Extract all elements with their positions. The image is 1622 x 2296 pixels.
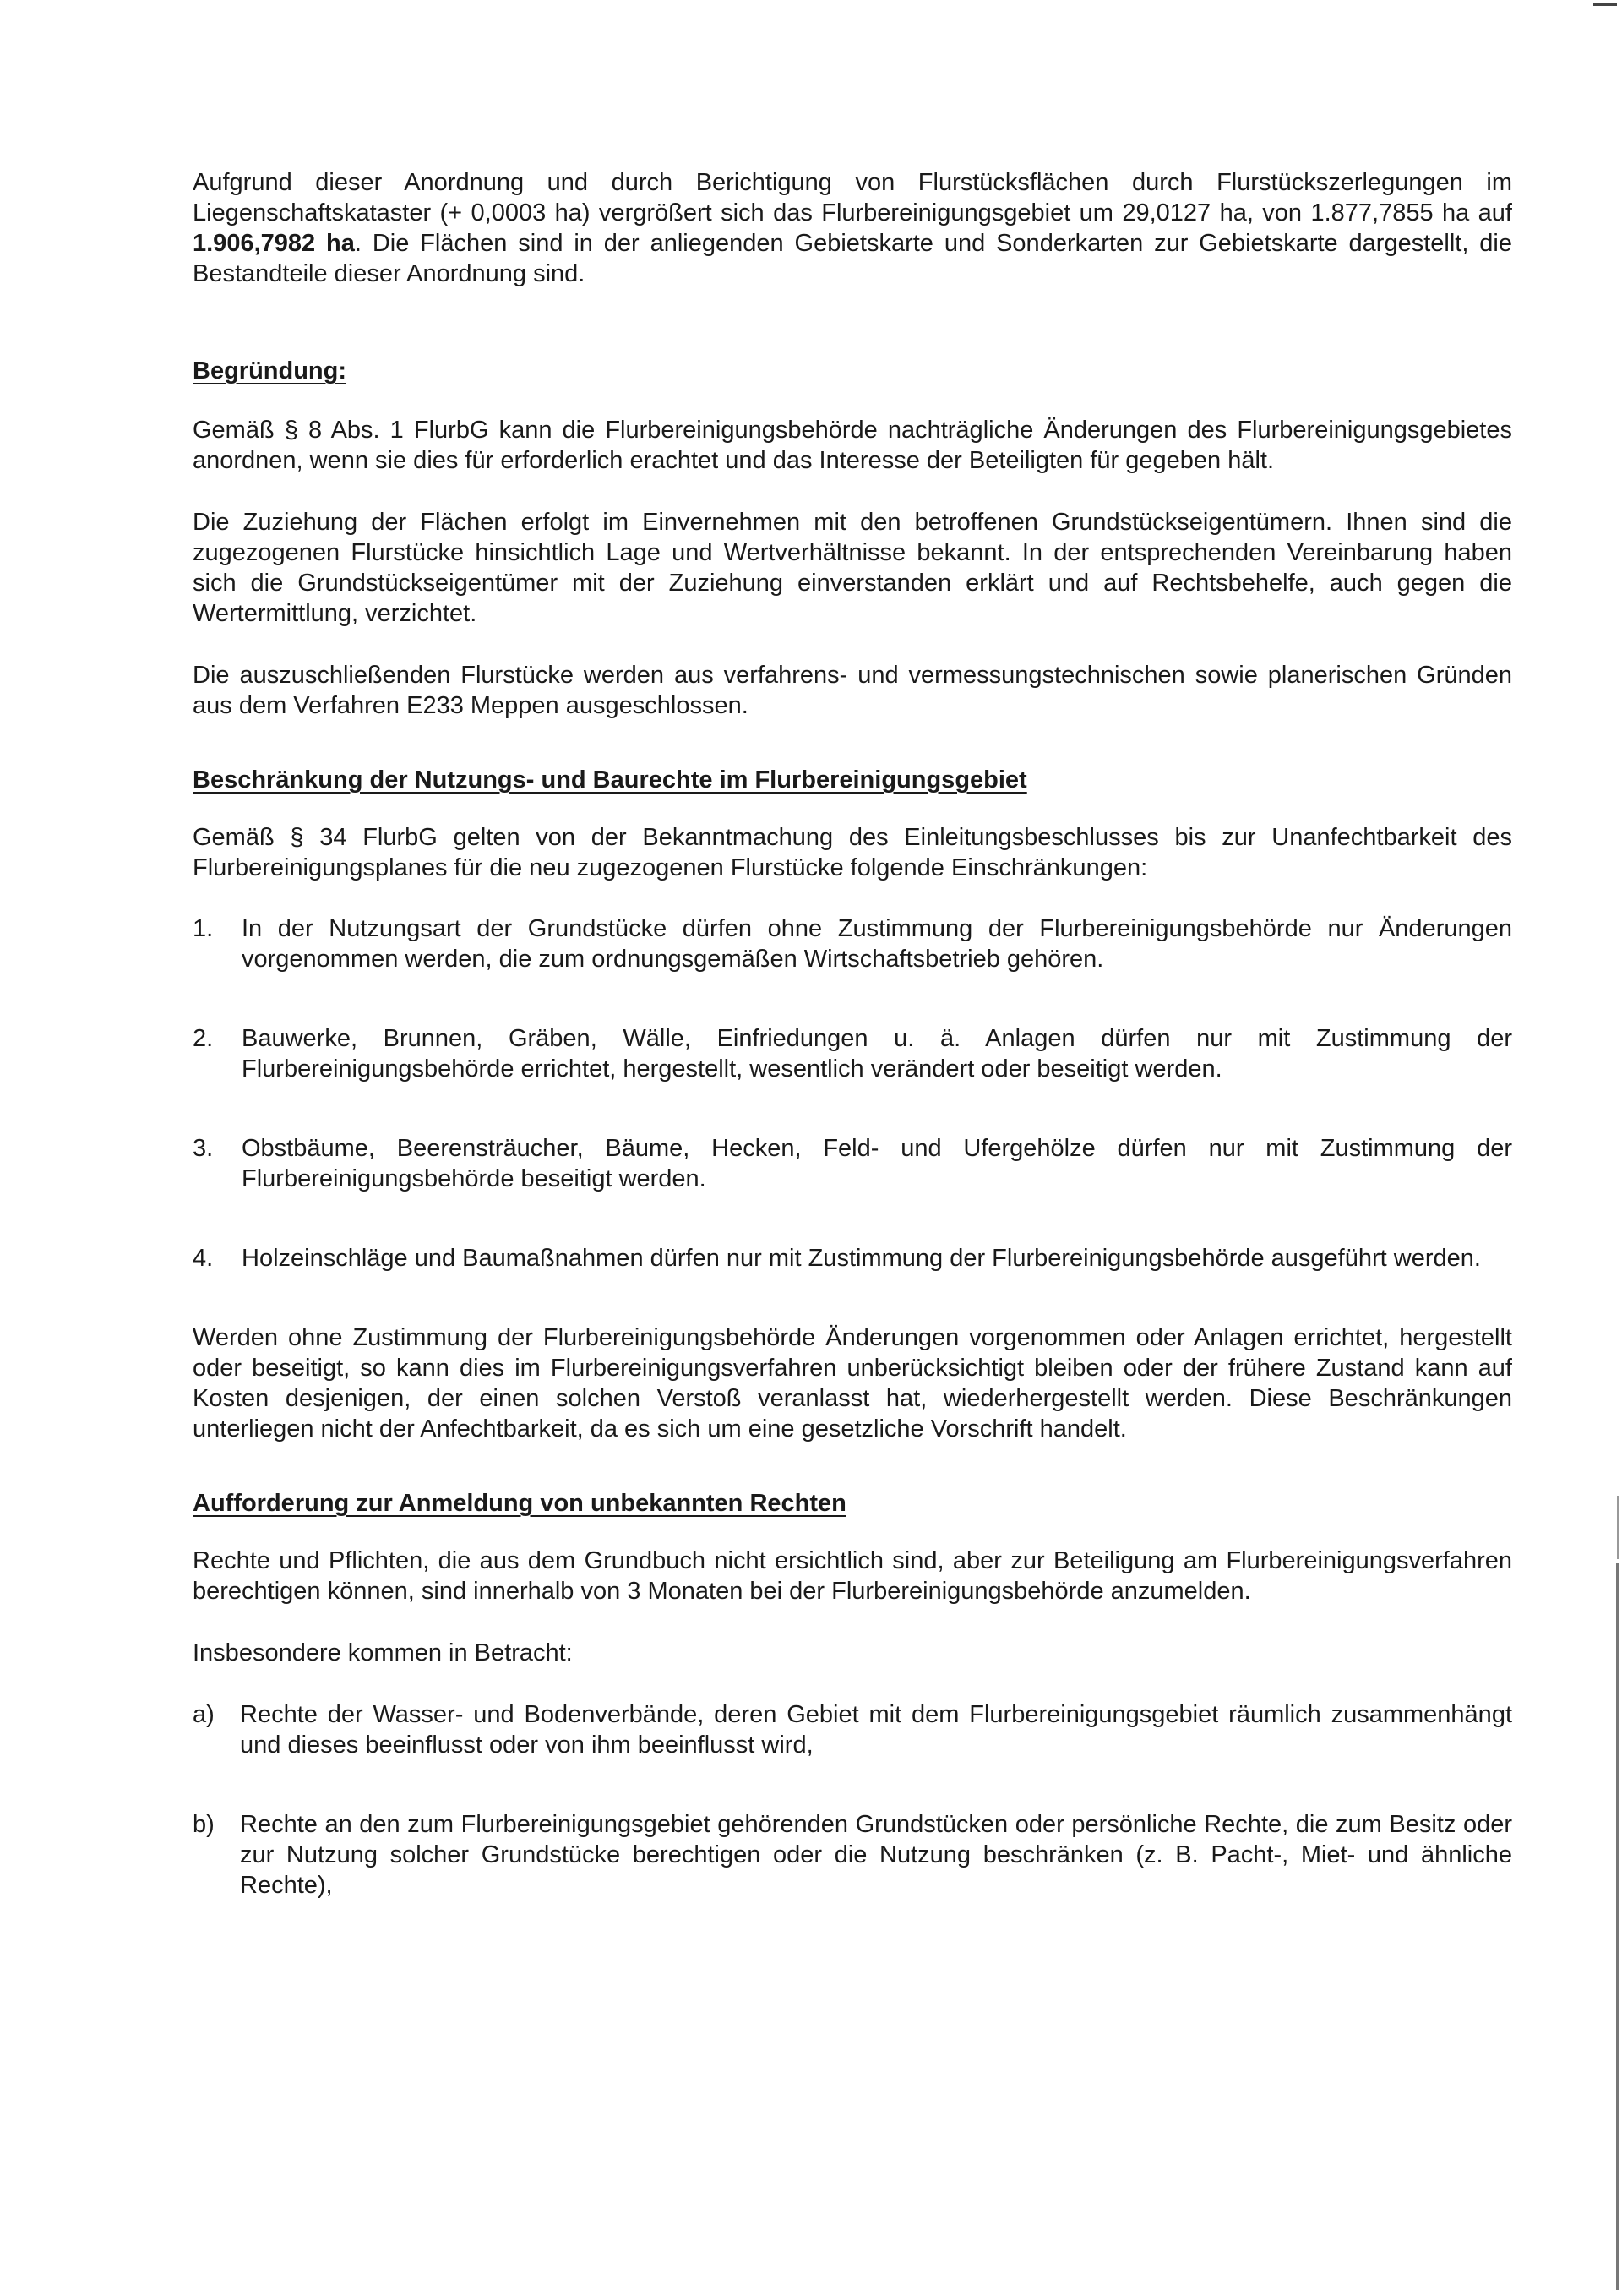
beschraenkung-heading: Beschränkung der Nutzungs- und Baurechte im Flurbereinigungsgebiet (193, 766, 1027, 794)
intro-area-bold: 1.906,7982 ha (193, 230, 355, 257)
list-item-text: Rechte der Wasser- und Bodenverbände, deren Gebiet mit dem Flurbereinigungsgebiet räumlich zusammenhängt und dieses beeinflusst oder von ihm beeinflusst wird, (240, 1701, 1512, 1759)
begruendung-paragraph-2: Die Zuziehung der Flächen erfolgt im Einvernehmen mit den betroffenen Grundstückseigentümern. Ihnen sind die zugezogenen Flurstücke hinsichtlich Lage und Wertverhältnisse bekannt. In der entsprechenden Vereinbarung haben sich die Grundstückseigentümer mit der Zuziehung einverstanden erklärt und auf Rechtsbehelfe, auch gegen die Wertermittlung, verzichtet. (193, 509, 1512, 627)
list-item (193, 1699, 1512, 1760)
list-item-number: 1. (193, 915, 214, 942)
intro-paragraph (193, 167, 1512, 289)
beschraenkung-list (193, 913, 1512, 1273)
scan-edge-line (1616, 1563, 1619, 2290)
aufforderung-heading: Aufforderung zur Anmeldung von unbekannten Rechten (193, 1490, 846, 1517)
list-item-number: 2. (193, 1025, 214, 1052)
beschraenkung-intro: Gemäß § 34 FlurbG gelten von der Bekanntmachung des Einleitungsbeschlusses bis zur Unanfechtbarkeit des Flurbereinigungsplanes für die neu zugezogenen Flurstücke folgende Einschränkungen: (193, 824, 1512, 881)
list-item (193, 1023, 1512, 1084)
scan-edge-mark (1617, 1496, 1619, 1559)
list-item-text: Obstbäume, Beerensträucher, Bäume, Hecken, Feld- und Ufergehölze dürfen nur mit Zustimmung der Flurbereinigungsbehörde beseitigt werden. (242, 1135, 1512, 1192)
list-item-letter: a) (193, 1701, 215, 1728)
list-item-number: 4. (193, 1245, 214, 1272)
list-item-text: In der Nutzungsart der Grundstücke dürfen ohne Zustimmung der Flurbereinigungsbehörde nur Änderungen vorgenommen werden, die zum ordnungsgemäßen Wirtschaftsbetrieb gehören. (242, 915, 1512, 973)
list-item (193, 1133, 1512, 1194)
list-item-text: Bauwerke, Brunnen, Gräben, Wälle, Einfriedungen u. ä. Anlagen dürfen nur mit Zustimmung der Flurbereinigungsbehörde errichtet, hergestellt, wesentlich verändert oder beseitigt werden. (242, 1025, 1512, 1083)
document-page (193, 167, 1512, 1950)
aufforderung-list (193, 1699, 1512, 1901)
list-item (193, 1243, 1512, 1273)
scan-edge-mark (1593, 3, 1617, 6)
list-item (193, 913, 1512, 974)
intro-text: Aufgrund dieser Anordnung und durch Berichtigung von Flurstücksflächen durch Flurstückszerlegungen im Liegenschaftskataster (+ 0,0003 ha) vergrößert sich das Flurbereinigungsgebiet um 29,0127 ha, von 1.877,7855 ha auf (193, 169, 1512, 226)
list-item-letter: b) (193, 1811, 215, 1838)
begruendung-paragraph-1: Gemäß § 8 Abs. 1 FlurbG kann die Flurbereinigungsbehörde nachträgliche Änderungen des Flurbereinigungsgebietes anordnen, wenn sie dies für erforderlich erachtet und das Interesse der Beteiligten für gegeben hält. (193, 417, 1512, 474)
list-item-text: Rechte an den zum Flurbereinigungsgebiet gehörenden Grundstücken oder persönliche Rechte, die zum Besitz oder zur Nutzung solcher Grundstücke berechtigen oder die Nutzung beschränken (z. B. Pacht-, Miet- und ähnliche Rechte), (240, 1811, 1512, 1899)
beschraenkung-closing: Werden ohne Zustimmung der Flurbereinigungsbehörde Änderungen vorgenommen oder Anlagen errichtet, hergestellt oder beseitigt, so kann dies im Flurbereinigungsverfahren unberücksichtigt bleiben oder der frühere Zustand kann auf Kosten desjenigen, der einen solchen Verstoß veranlasst hat, wiederhergestellt werden. Diese Beschränkungen unterliegen nicht der Anfechtbarkeit, da es sich um eine gesetzliche Vorschrift handelt. (193, 1324, 1512, 1442)
intro-text-end: . Die Flächen sind in der anliegenden Gebietskarte und Sonderkarten zur Gebietskarte dargestellt, die Bestandteile dieser Anordnung sind. (193, 230, 1512, 287)
list-item-text: Holzeinschläge und Baumaßnahmen dürfen nur mit Zustimmung der Flurbereinigungsbehörde ausgeführt werden. (242, 1245, 1481, 1272)
begruendung-heading: Begründung: (193, 357, 347, 384)
begruendung-paragraph-3: Die auszuschließenden Flurstücke werden aus verfahrens- und vermessungstechnischen sowie planerischen Gründen aus dem Verfahren E233 Meppen ausgeschlossen. (193, 662, 1512, 719)
aufforderung-paragraph-1: Rechte und Pflichten, die aus dem Grundbuch nicht ersichtlich sind, aber zur Beteiligung am Flurbereinigungsverfahren berechtigen können, sind innerhalb von 3 Monaten bei der Flurbereinigungsbehörde anzumelden. (193, 1547, 1512, 1605)
list-item (193, 1809, 1512, 1901)
aufforderung-paragraph-2: Insbesondere kommen in Betracht: (193, 1639, 573, 1666)
list-item-number: 3. (193, 1135, 214, 1162)
